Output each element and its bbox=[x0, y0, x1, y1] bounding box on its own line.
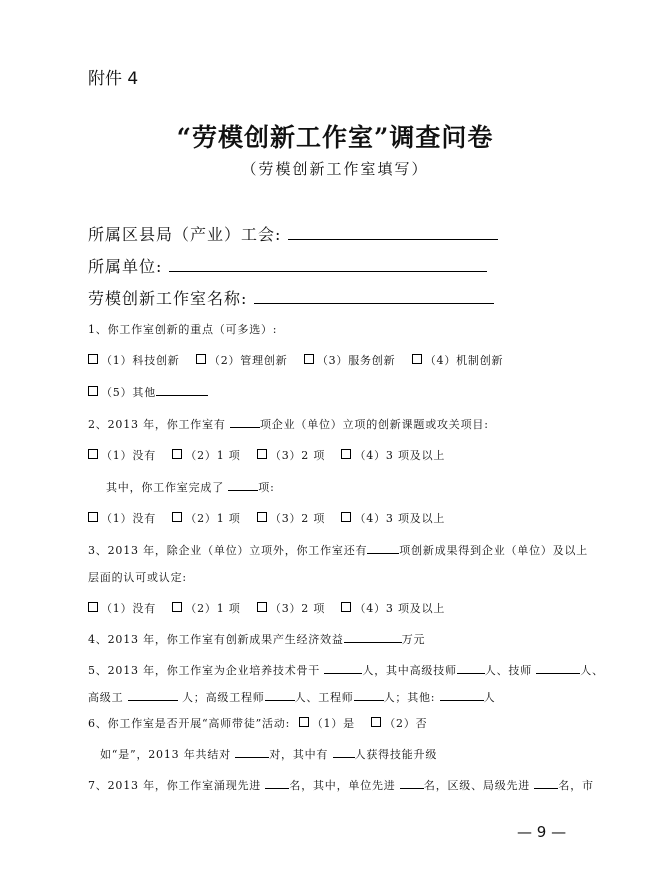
q2-sub-option-2[interactable]: （2）1 项 bbox=[172, 512, 240, 525]
checkbox-icon bbox=[299, 717, 309, 727]
page-number: — 9 — bbox=[517, 823, 567, 841]
q3-text: 3、2013 年，除企业（单位）立项外，你工作室还有 项创新成果得到企业（单位）及以上 bbox=[88, 544, 589, 557]
union-field bbox=[88, 222, 498, 245]
checkbox-icon bbox=[341, 449, 351, 459]
q7-total-input[interactable] bbox=[265, 778, 289, 789]
q3-text-line2: 层面的认可或认定: bbox=[88, 571, 187, 584]
q1-option-4[interactable]: （4）机制创新 bbox=[412, 354, 504, 367]
q3-count-input[interactable] bbox=[367, 543, 399, 554]
q1-other-input[interactable] bbox=[156, 385, 208, 396]
q1-text: 1、你工作室创新的重点（可多选）: bbox=[88, 323, 278, 336]
q2-sub-text: 其中，你工作室完成了 项: bbox=[106, 481, 275, 494]
studio-name-input[interactable] bbox=[254, 289, 494, 304]
q7-text: 7、2013 年，你工作室涌现先进 名，其中，单位先进 名，区级、局级先进 名，市 bbox=[88, 779, 594, 792]
q5-engineer-input[interactable] bbox=[354, 690, 384, 701]
attachment-label: 附件 4 bbox=[88, 69, 139, 89]
q7-district-input[interactable] bbox=[534, 778, 558, 789]
checkbox-icon bbox=[341, 512, 351, 522]
checkbox-icon bbox=[196, 354, 206, 364]
q2-sub-options bbox=[88, 510, 457, 526]
q2-count-input[interactable] bbox=[230, 417, 260, 428]
q5-technician-input[interactable] bbox=[536, 663, 580, 674]
q2-sub-option-1[interactable]: （1）没有 bbox=[88, 512, 156, 525]
studio-name-field bbox=[88, 286, 494, 309]
q1-option-5[interactable]: （5）其他 bbox=[88, 384, 208, 400]
unit-label: 所属单位: bbox=[88, 257, 163, 276]
document-title: “劳模创新工作室”调查问卷 bbox=[176, 123, 494, 152]
q6-option-yes[interactable]: （1）是 bbox=[299, 717, 355, 730]
q4-text: 4、2013 年，你工作室有创新成果产生经济效益 万元 bbox=[88, 633, 426, 646]
checkbox-icon bbox=[88, 512, 98, 522]
checkbox-icon bbox=[371, 717, 381, 727]
q1-option-3[interactable]: （3）服务创新 bbox=[304, 354, 396, 367]
q6-sub-text: 如“是”，2013 年共结对 对，其中有 人获得技能升级 bbox=[100, 748, 438, 761]
union-input[interactable] bbox=[288, 225, 498, 240]
q2-sub-option-3[interactable]: （3）2 项 bbox=[257, 512, 325, 525]
q5-text-line2: 高级工 人；高级工程师 人、工程师 人；其他: 人 bbox=[88, 691, 496, 704]
q2-completed-input[interactable] bbox=[228, 480, 258, 491]
q5-senior-technician-input[interactable] bbox=[457, 663, 485, 674]
checkbox-icon bbox=[304, 354, 314, 364]
q5-senior-worker-input[interactable] bbox=[128, 690, 178, 701]
q3-option-1[interactable]: （1）没有 bbox=[88, 602, 156, 615]
checkbox-icon bbox=[412, 354, 422, 364]
checkbox-icon bbox=[88, 602, 98, 612]
q1-option-1[interactable]: （1）科技创新 bbox=[88, 354, 180, 367]
q4-value-input[interactable] bbox=[344, 632, 402, 643]
q2-options bbox=[88, 447, 457, 463]
checkbox-icon bbox=[88, 449, 98, 459]
q3-options bbox=[88, 600, 457, 616]
q6-pairs-input[interactable] bbox=[235, 747, 269, 758]
studio-name-label: 劳模创新工作室名称: bbox=[88, 289, 248, 308]
q5-text: 5、2013 年，你工作室为企业培养技术骨干 人，其中高级技师 人、技师 人、 bbox=[88, 664, 604, 677]
checkbox-icon bbox=[172, 449, 182, 459]
checkbox-icon bbox=[341, 602, 351, 612]
q3-option-3[interactable]: （3）2 项 bbox=[257, 602, 325, 615]
checkbox-icon bbox=[172, 602, 182, 612]
q6-text: 6、你工作室是否开展“高师带徒”活动: （1）是 （2）否 bbox=[88, 717, 428, 730]
q3-option-2[interactable]: （2）1 项 bbox=[172, 602, 240, 615]
q7-unit-input[interactable] bbox=[400, 778, 424, 789]
q3-option-4[interactable]: （4）3 项及以上 bbox=[341, 602, 445, 615]
checkbox-icon bbox=[257, 512, 267, 522]
q2-sub-option-4[interactable]: （4）3 项及以上 bbox=[341, 512, 445, 525]
q2-text: 2、2013 年，你工作室有 项企业（单位）立项的创新课题或攻关项目: bbox=[88, 418, 489, 431]
q5-senior-engineer-input[interactable] bbox=[265, 690, 295, 701]
q6-option-no[interactable]: （2）否 bbox=[371, 717, 427, 730]
q1-option-2[interactable]: （2）管理创新 bbox=[196, 354, 288, 367]
q5-backbone-input[interactable] bbox=[324, 663, 362, 674]
q2-option-3[interactable]: （3）2 项 bbox=[257, 449, 325, 462]
union-label: 所属区县局（产业）工会: bbox=[88, 225, 282, 244]
q1-options bbox=[88, 352, 515, 368]
checkbox-icon bbox=[88, 386, 98, 396]
checkbox-icon bbox=[257, 449, 267, 459]
unit-input[interactable] bbox=[169, 257, 487, 272]
checkbox-icon bbox=[257, 602, 267, 612]
q2-option-4[interactable]: （4）3 项及以上 bbox=[341, 449, 445, 462]
unit-field bbox=[88, 254, 487, 277]
checkbox-icon bbox=[172, 512, 182, 522]
q5-other-input[interactable] bbox=[440, 690, 484, 701]
q2-option-1[interactable]: （1）没有 bbox=[88, 449, 156, 462]
q2-option-2[interactable]: （2）1 项 bbox=[172, 449, 240, 462]
q6-upgraded-input[interactable] bbox=[333, 747, 355, 758]
document-subtitle: （劳模创新工作室填写） bbox=[241, 160, 429, 178]
checkbox-icon bbox=[88, 354, 98, 364]
